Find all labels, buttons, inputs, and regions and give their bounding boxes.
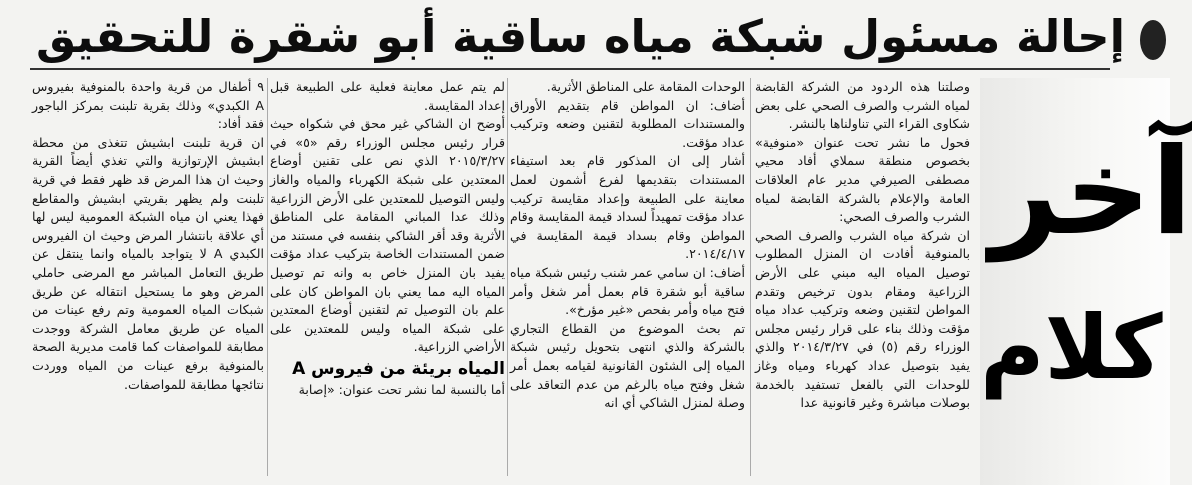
article-paragraph: الوحدات المقامة على المناطق الأثرية. <box>546 79 745 94</box>
article-paragraph: تم بحث الموضوع من القطاع التجاري بالشركة والذي انتهى بتحويل رئيس شبكة المياه إلى الشئون القانونية لقيامه بعمل أمر شغل وفتح مياه بالرغم من عدم التعاقد على وصلة لمنزل الشاكي أي انه <box>510 320 745 411</box>
article-subheading: المياه بريئة من فيروس A <box>292 358 505 379</box>
article-paragraph: لم يتم عمل معاينة فعلية على الطبيعة قبل إعداد المقايسة. <box>270 79 505 113</box>
article-column-2 <box>510 78 745 478</box>
article-paragraph: ان قرية تلبنت ابشيش تتغذى من محطة ابشيش الإرتوازية والتي تغذي أيضاً القرية وحيث ان هذا المرض قد ظهر فقط في قرية تلبنت ولم يظهر بقريتي ابشيش والمقاطع فهذا يعني ان مياه الشبكة العمومية ليس لها أي علاقة بانتشار المرض وحيث ان الفيروس الكبدي A لا يتواجد بالمياه وانما ينتقل عن طريق التعامل المباشر مع المرضى حاملي المرض وهو ما يستحيل انتقاله عن طريق شبكات المياه العمومية وتم رفع عينات من المياه عن طريق معامل الشركة ووجدت مطابقة للمواصفات كما قامت مديرية الصحة بالمنوفية برفع عينات من المياه ووردت نتائجها مطابقة للمواصفات. <box>32 134 264 392</box>
article-column-4 <box>32 78 264 478</box>
article-paragraph: أضاف: ان سامي عمر شنب رئيس شبكة مياه ساقية أبو شقرة قام بعمل أمر شغل وأمر فتح مياه وأمر بفحص «غير مؤرخ». <box>510 264 745 318</box>
article-paragraph: فحول ما نشر تحت عنوان «منوفية» بخصوص منطقة سملاي أفاد محيي مصطفى الصيرفي مدير عام العلاقات العامة والإعلام بالشركة القابضة لمياه الشرب والصرف الصحي: <box>755 134 970 225</box>
column-divider <box>507 78 508 476</box>
article-paragraph: ٩ أطفال من قرية واحدة بالمنوفية بفيروس A الكبدي» وذلك بقرية تلبنت بمركز الباجور فقد أفاد: <box>32 79 264 132</box>
article-paragraph: أوضح ان الشاكي غير محق في شكواه حيث قرار رئيس مجلس الوزراء رقم «٥» في ٢٠١٥/٣/٢٧ الذي نص على تقنين أوضاع المعتدين على شبكة الكهرباء والمياه والغاز وليس التوصيل للمعتدين على الأرض الزراعية وذلك عدا المباني المقامة على المناطق الأثرية وقد أقر الشاكي بنفسه في مستند من ضمن المستندات الخاصة بتركيب عداد مؤقت يفيد بان المنزل خاص به وانه تم توصيل المياه اليه مما يعني بان المواطن كان على علم بان التوصيل تم لتقنين أوضاع المعتدين على شبكة المياه وليس للمعتدين على الأراضي الزراعية. <box>270 116 505 355</box>
column-divider <box>267 78 268 476</box>
article-paragraph: أضاف: ان المواطن قام بتقديم الأوراق والمستندات المطلوبة لتقنين وضعه وتركيب عداد مؤقت. <box>510 97 745 150</box>
article-column-1 <box>755 78 970 478</box>
article-paragraph: وصلتنا هذه الردود من الشركة القابضة لمياه الشرب والصرف الصحي على بعض شكاوى القراء التي تناولناها بالنشر. <box>755 79 970 132</box>
article-paragraph: أما بالنسبة لما نشر تحت عنوان: «إصابة <box>298 381 505 397</box>
headline: إحالة مسئول شبكة مياه ساقية أبو شقرة للتحقيق <box>35 10 1125 63</box>
column-divider <box>750 78 751 476</box>
column-box-title-line2: كلام <box>980 296 1163 399</box>
column-box <box>980 78 1192 485</box>
article-paragraph: أشار إلى ان المذكور قام بعد استيفاء المستندات بتقديمها لفرع أشمون لعمل معاينة على الطبيعة وإعداد مقايسة تركيب عداد مؤقت تمهيداً لسداد قيمة المقايسة وقام المواطن وقام بسداد قيمة المقايسة في ٢٠١٤/٤/١٧. <box>510 153 745 262</box>
article-paragraph: ان شركة مياه الشرب والصرف الصحي بالمنوفية أفادت ان المنزل المطلوب توصيل المياه اليه مبني على الأرض الزراعية ومقام بدون ترخيص وتقدم المواطن لتقنين وضعه وتركيب عداد مياه مؤقت وذلك بناء على قرار رئيس مجلس الوزراء رقم (٥) في ٢٠١٤/٣/٢٧ والذي يفيد بتوصيل عداد كهرباء ومياه وغاز للوحدات التي بالفعل تستفيد بالخدمة بوصلات مباشرة وغير قانونية عدا <box>755 227 970 411</box>
headline-bullet-icon <box>1140 20 1166 60</box>
article-column-3 <box>270 78 505 478</box>
headline-rule <box>30 68 1110 70</box>
column-box-title-line1: آخر <box>990 123 1192 262</box>
